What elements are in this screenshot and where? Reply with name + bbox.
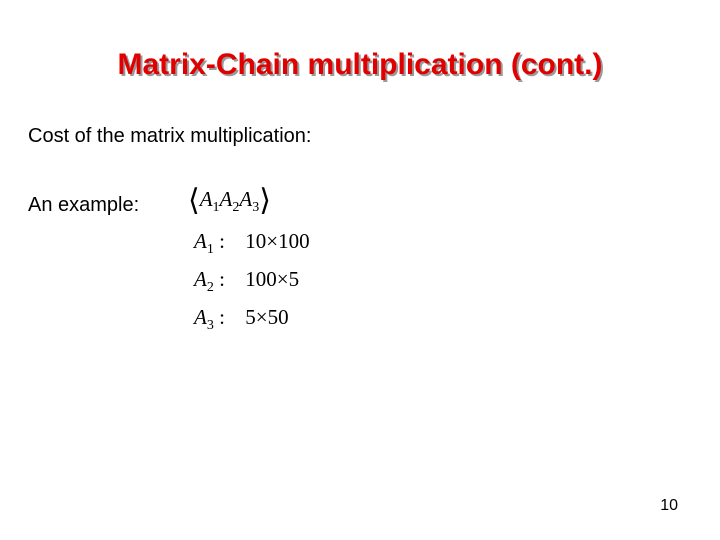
slide-title: Matrix-Chain multiplication (cont.) (117, 48, 603, 81)
matrix-letter: A (194, 229, 207, 253)
matrix-row (194, 229, 310, 257)
matrix-letter: A (194, 305, 207, 329)
matrix-row (194, 267, 300, 295)
matrix-name (194, 267, 240, 295)
sequence-matrix-index: 1 (212, 200, 220, 215)
matrix-dimensions: 100×5 (245, 267, 300, 291)
colon: : (219, 267, 225, 291)
sequence-matrix-letter: A (199, 187, 213, 211)
matrix-name (194, 229, 240, 257)
open-angle-bracket: ⟨ (188, 184, 200, 217)
colon: : (219, 305, 225, 329)
sequence-matrix-index: 3 (252, 200, 260, 215)
matrix-letter: A (194, 267, 207, 291)
page-number: 10 (660, 497, 678, 514)
matrix-dimensions: 10×100 (245, 229, 310, 253)
example-label: An example: (28, 194, 140, 216)
matrix-index: 3 (206, 318, 214, 333)
matrix-index: 1 (206, 242, 214, 257)
sequence-matrix-letter: A (219, 187, 233, 211)
sequence-matrix-index: 2 (232, 200, 240, 215)
sequence-matrix-letter: A (239, 187, 253, 211)
matrix-row (194, 305, 289, 333)
matrix-index: 2 (206, 280, 214, 295)
close-angle-bracket: ⟩ (259, 184, 271, 217)
cost-text: Cost of the matrix multiplication: (28, 125, 312, 147)
matrix-name (194, 305, 240, 333)
matrix-sequence (188, 186, 271, 216)
matrix-dimensions: 5×50 (245, 305, 289, 329)
colon: : (219, 229, 225, 253)
